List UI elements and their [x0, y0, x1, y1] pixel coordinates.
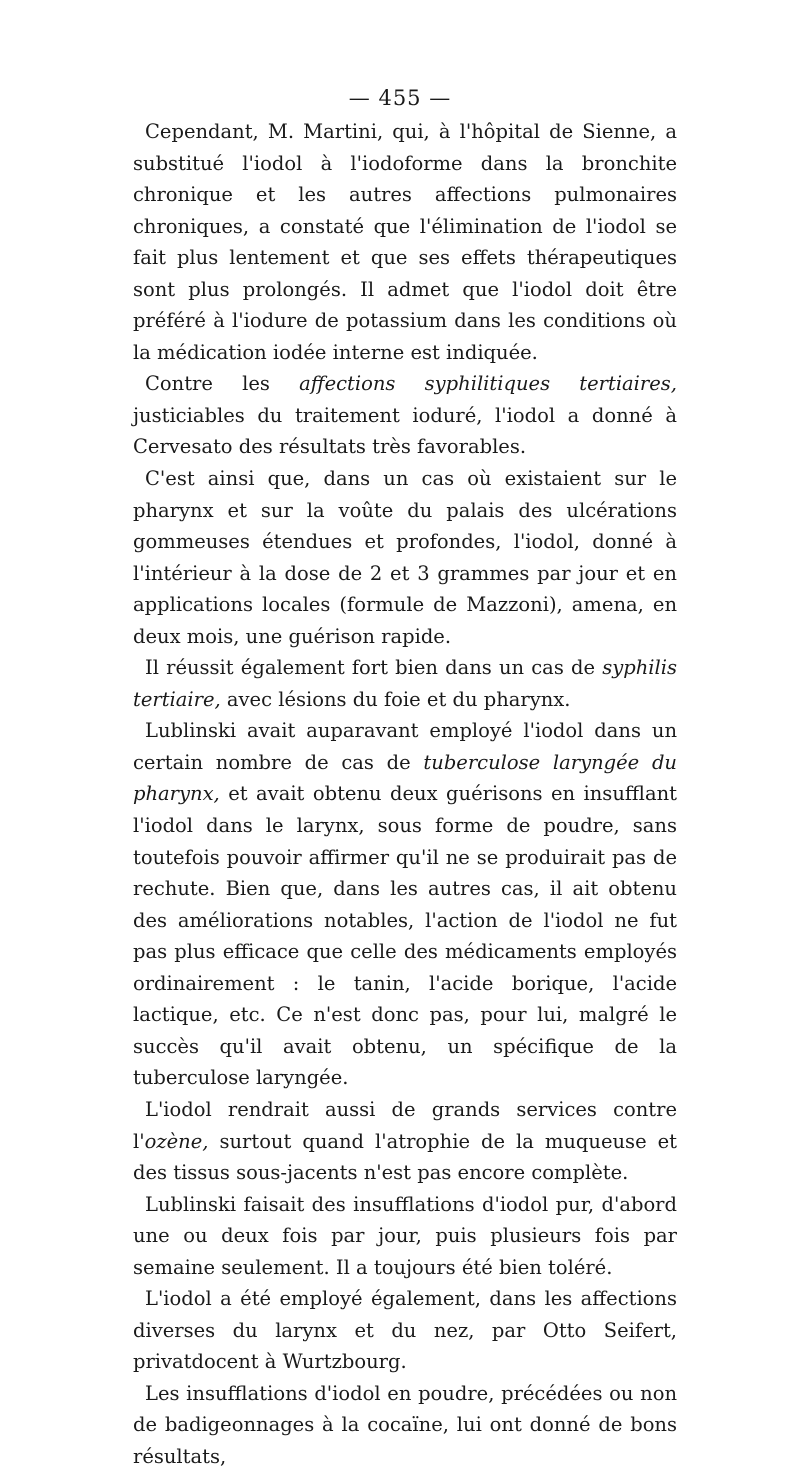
paragraph-text: avec lésions du foie et du pharynx.	[220, 687, 571, 711]
paragraph-text: justiciables du traitement ioduré, l'iodol a donné à Cervesato des résultats très favorables.	[133, 403, 677, 459]
paragraph-reussite	[133, 652, 677, 715]
paragraph-text: Il réussit également fort bien dans un cas de	[145, 656, 603, 680]
paragraph-text: et avait obtenu deux guérisons en insufflant l'iodol dans le larynx, sous forme de poudre, sans toutefois pouvoir affirmer qu'il ne se produirait pas de rechute. Bien que, dans les autres cas, il ait obtenu des améliorations notables, l'action de l'iodol ne fut pas plus efficace que celle des médicaments employés ordinairement : le tanin, l'acide borique, l'acide lactique, etc. Ce n'est donc pas, pour lui, malgré le succès qu'il avait obtenu, un spécifique de la tuberculose laryngée.	[133, 782, 677, 1090]
paragraph-text: Lublinski avait auparavant employé l'iodol dans un certain nombre de cas de	[133, 719, 677, 774]
italic-term: tuberculose laryngée du pharynx,	[133, 750, 677, 806]
italic-term: syphilis tertiaire,	[133, 656, 677, 711]
paragraph-text: L'iodol rendrait aussi de grands services contre l'	[133, 1097, 677, 1153]
paragraph-ozene	[133, 1094, 677, 1189]
paragraph-cas-pharynx	[133, 463, 677, 652]
paragraph-insufflations	[133, 1189, 677, 1284]
paragraph-martini	[133, 116, 677, 368]
paragraph-text: Les insufflations d'iodol en poudre, précédées ou non de badigeonnages à la cocaïne, lui ont donné de bons résultats,	[133, 1381, 677, 1468]
italic-term: affections syphilitiques tertiaires,	[299, 372, 677, 396]
paragraph-lublinski	[133, 715, 677, 1094]
paragraph-text: Lublinski faisait des insufflations d'iodol pur, d'abord une ou deux fois par jour, puis plusieurs fois par semaine seulement. Il a toujours été bien toléré.	[133, 1192, 677, 1279]
paragraph-seifert	[133, 1283, 677, 1378]
body-text	[133, 116, 677, 1473]
paragraph-text: Contre les	[145, 372, 300, 396]
paragraph-text: surtout quand l'atrophie de la muqueuse et des tissus sous-jacents n'est pas encore complète.	[133, 1129, 677, 1185]
paragraph-text: L'iodol a été employé également, dans les affections diverses du larynx et du nez, par Otto Seifert, privatdocent à Wurtzbourg.	[133, 1287, 677, 1374]
italic-term: ozène,	[144, 1129, 209, 1153]
page-number: — 455 —	[348, 86, 452, 110]
paragraph-cocaine	[133, 1378, 677, 1473]
paragraph-syphilis-tertiaire	[133, 368, 677, 463]
paragraph-text: Cependant, M. Martini, qui, à l'hôpital de Sienne, a substitué l'iodol à l'iodoforme dans la bronchite chronique et les autres affections pulmonaires chroniques, a constaté que l'élimination de l'iodol se fait plus lentement et que ses effets thérapeutiques sont plus prolongés. Il admet que l'iodol doit être préféré à l'iodure de potassium dans les conditions où la médication iodée interne est indiquée.	[133, 120, 677, 364]
paragraph-text: C'est ainsi que, dans un cas où existaient sur le pharynx et sur la voûte du palais des ulcérations gommeuses étendues et profondes, l'iodol, donné à l'intérieur à la dose de 2 et 3 grammes par jour et en applications locales (formule de Mazzoni), amena, en deux mois, une guérison rapide.	[133, 467, 677, 648]
